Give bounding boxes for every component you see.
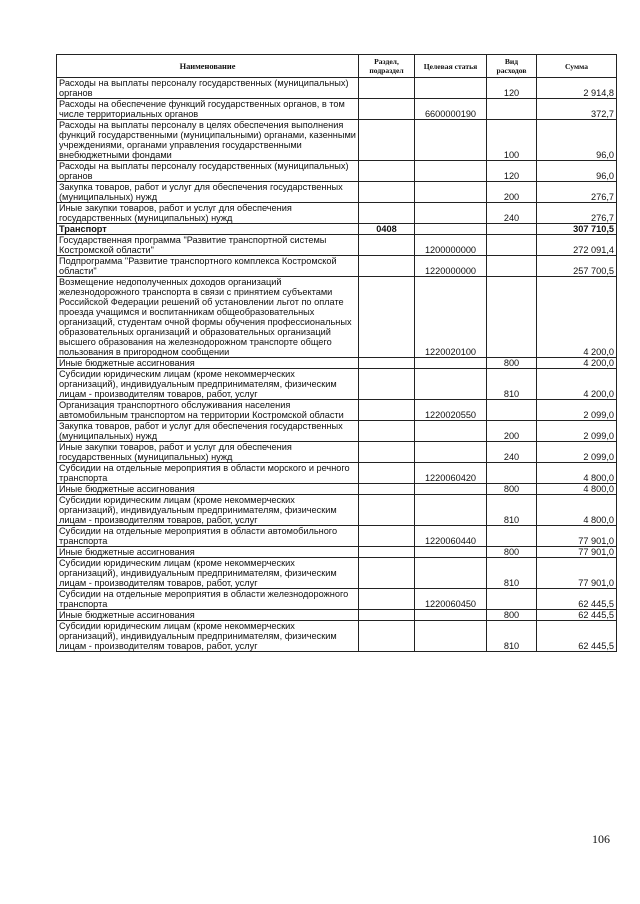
cell-sum: 4 800,0: [537, 484, 617, 495]
cell-target: [415, 120, 487, 161]
cell-name: Иные закупки товаров, работ и услуг для обеспечения государственных (муниципальных) нужд: [57, 442, 359, 463]
cell-expense: 200: [487, 182, 537, 203]
table-row: [57, 589, 617, 610]
cell-section: 0408: [359, 224, 415, 235]
cell-target: [415, 224, 487, 235]
cell-target: 1220060420: [415, 463, 487, 484]
cell-section: [359, 203, 415, 224]
cell-name: Транспорт: [57, 224, 359, 235]
cell-target: [415, 421, 487, 442]
cell-expense: [487, 463, 537, 484]
table-row: [57, 558, 617, 589]
cell-name: Иные бюджетные ассигнования: [57, 484, 359, 495]
cell-target: [415, 495, 487, 526]
page-number: 106: [592, 832, 610, 846]
cell-name: Возмещение недополученных доходов организаций железнодорожного транспорта в связи с принятием субъектами Российской Федерации решений об установлении льгот по оплате проезда учащимся и воспитанникам общеобразовательных организаций, студентам очной формы обучения профессиональных образовательных организаций и образовательных организаций высшего образования на железнодорожном транспорте общего пользования в пригородном сообщении: [57, 277, 359, 358]
table-body: [57, 78, 617, 652]
cell-name: Субсидии юридическим лицам (кроме некоммерческих организаций), индивидуальным предпринимателям, физическим лицам - производителям товаров, работ, услуг: [57, 369, 359, 400]
table-row: [57, 484, 617, 495]
cell-sum: 62 445,5: [537, 610, 617, 621]
cell-expense: [487, 224, 537, 235]
table-row: [57, 224, 617, 235]
table-row: [57, 256, 617, 277]
cell-sum: 62 445,5: [537, 621, 617, 652]
cell-name: Иные бюджетные ассигнования: [57, 547, 359, 558]
cell-target: [415, 621, 487, 652]
table-row: [57, 99, 617, 120]
cell-expense: [487, 99, 537, 120]
table-row: [57, 182, 617, 203]
cell-name: Субсидии на отдельные мероприятия в области железнодорожного транспорта: [57, 589, 359, 610]
cell-section: [359, 182, 415, 203]
cell-name: Расходы на обеспечение функций государственных органов, в том числе территориальных органов: [57, 99, 359, 120]
cell-section: [359, 558, 415, 589]
table-row: [57, 78, 617, 99]
cell-sum: 2 099,0: [537, 442, 617, 463]
cell-sum: 307 710,5: [537, 224, 617, 235]
cell-name: Закупка товаров, работ и услуг для обеспечения государственных (муниципальных) нужд: [57, 421, 359, 442]
header-expense: Вид расходов: [487, 55, 537, 78]
cell-section: [359, 161, 415, 182]
cell-target: 1220020100: [415, 277, 487, 358]
table-header-row: [57, 55, 617, 78]
cell-target: [415, 610, 487, 621]
cell-sum: 372,7: [537, 99, 617, 120]
cell-expense: 120: [487, 78, 537, 99]
cell-expense: [487, 235, 537, 256]
cell-target: [415, 558, 487, 589]
cell-name: Иные бюджетные ассигнования: [57, 358, 359, 369]
cell-sum: 272 091,4: [537, 235, 617, 256]
table-row: [57, 369, 617, 400]
cell-target: [415, 358, 487, 369]
table-row: [57, 203, 617, 224]
cell-target: [415, 182, 487, 203]
cell-section: [359, 277, 415, 358]
cell-sum: 96,0: [537, 161, 617, 182]
cell-expense: 240: [487, 442, 537, 463]
table-row: [57, 610, 617, 621]
cell-expense: 100: [487, 120, 537, 161]
cell-section: [359, 495, 415, 526]
cell-target: [415, 369, 487, 400]
cell-sum: 96,0: [537, 120, 617, 161]
cell-target: [415, 203, 487, 224]
table-row: [57, 400, 617, 421]
cell-section: [359, 589, 415, 610]
cell-expense: 810: [487, 495, 537, 526]
cell-target: [415, 442, 487, 463]
cell-section: [359, 526, 415, 547]
cell-name: Субсидии на отдельные мероприятия в области морского и речного транспорта: [57, 463, 359, 484]
table-row: [57, 463, 617, 484]
cell-name: Расходы на выплаты персоналу в целях обеспечения выполнения функций государственными (муниципальными) органами, казенными учреждениями, органами управления государственными внебюджетными фондами: [57, 120, 359, 161]
table-row: [57, 421, 617, 442]
cell-expense: 240: [487, 203, 537, 224]
cell-target: 1200000000: [415, 235, 487, 256]
cell-name: Иные закупки товаров, работ и услуг для обеспечения государственных (муниципальных) нужд: [57, 203, 359, 224]
cell-section: [359, 621, 415, 652]
cell-target: [415, 161, 487, 182]
cell-target: [415, 547, 487, 558]
cell-sum: 62 445,5: [537, 589, 617, 610]
cell-target: 1220020550: [415, 400, 487, 421]
cell-section: [359, 78, 415, 99]
cell-sum: 4 800,0: [537, 463, 617, 484]
cell-expense: 800: [487, 610, 537, 621]
cell-section: [359, 421, 415, 442]
cell-section: [359, 358, 415, 369]
cell-name: Иные бюджетные ассигнования: [57, 610, 359, 621]
table-row: [57, 442, 617, 463]
cell-section: [359, 442, 415, 463]
cell-expense: [487, 277, 537, 358]
cell-section: [359, 463, 415, 484]
cell-name: Организация транспортного обслуживания населения автомобильным транспортом на территории Костромской области: [57, 400, 359, 421]
cell-expense: 120: [487, 161, 537, 182]
cell-sum: 4 200,0: [537, 369, 617, 400]
cell-section: [359, 484, 415, 495]
cell-name: Закупка товаров, работ и услуг для обеспечения государственных (муниципальных) нужд: [57, 182, 359, 203]
cell-name: Субсидии на отдельные мероприятия в области автомобильного транспорта: [57, 526, 359, 547]
table-row: [57, 235, 617, 256]
cell-sum: 2 914,8: [537, 78, 617, 99]
table-row: [57, 526, 617, 547]
cell-target: 1220060450: [415, 589, 487, 610]
cell-target: [415, 484, 487, 495]
cell-target: [415, 78, 487, 99]
cell-target: 6600000190: [415, 99, 487, 120]
cell-sum: 276,7: [537, 203, 617, 224]
cell-sum: 2 099,0: [537, 421, 617, 442]
cell-section: [359, 120, 415, 161]
cell-expense: [487, 526, 537, 547]
header-target: Целевая статья: [415, 55, 487, 78]
cell-expense: 810: [487, 558, 537, 589]
cell-expense: 800: [487, 358, 537, 369]
cell-target: 1220060440: [415, 526, 487, 547]
cell-sum: 4 800,0: [537, 495, 617, 526]
cell-expense: [487, 256, 537, 277]
cell-expense: 200: [487, 421, 537, 442]
budget-table: [56, 54, 617, 652]
cell-section: [359, 99, 415, 120]
cell-name: Субсидии юридическим лицам (кроме некоммерческих организаций), индивидуальным предпринимателям, физическим лицам - производителям товаров, работ, услуг: [57, 621, 359, 652]
cell-expense: [487, 400, 537, 421]
table-row: [57, 495, 617, 526]
cell-name: Субсидии юридическим лицам (кроме некоммерческих организаций), индивидуальным предпринимателям, физическим лицам - производителям товаров, работ, услуг: [57, 558, 359, 589]
cell-sum: 276,7: [537, 182, 617, 203]
cell-sum: 77 901,0: [537, 547, 617, 558]
cell-section: [359, 235, 415, 256]
table-row: [57, 120, 617, 161]
cell-name: Государственная программа "Развитие транспортной системы Костромской области": [57, 235, 359, 256]
cell-expense: [487, 589, 537, 610]
header-sum: Сумма: [537, 55, 617, 78]
cell-section: [359, 369, 415, 400]
cell-sum: 4 200,0: [537, 277, 617, 358]
cell-expense: 800: [487, 547, 537, 558]
table-row: [57, 621, 617, 652]
table-row: [57, 358, 617, 369]
table-row: [57, 277, 617, 358]
cell-name: Расходы на выплаты персоналу государственных (муниципальных) органов: [57, 161, 359, 182]
cell-expense: 800: [487, 484, 537, 495]
cell-target: 1220000000: [415, 256, 487, 277]
cell-name: Подпрограмма "Развитие транспортного комплекса Костромской области": [57, 256, 359, 277]
cell-sum: 77 901,0: [537, 558, 617, 589]
cell-expense: 810: [487, 621, 537, 652]
cell-section: [359, 610, 415, 621]
cell-section: [359, 547, 415, 558]
header-name: Наименование: [57, 55, 359, 78]
cell-section: [359, 256, 415, 277]
cell-name: Субсидии юридическим лицам (кроме некоммерческих организаций), индивидуальным предпринимателям, физическим лицам - производителям товаров, работ, услуг: [57, 495, 359, 526]
table-row: [57, 547, 617, 558]
cell-name: Расходы на выплаты персоналу государственных (муниципальных) органов: [57, 78, 359, 99]
cell-sum: 2 099,0: [537, 400, 617, 421]
cell-sum: 4 200,0: [537, 358, 617, 369]
cell-sum: 77 901,0: [537, 526, 617, 547]
table-row: [57, 161, 617, 182]
header-section: Раздел, подраздел: [359, 55, 415, 78]
cell-section: [359, 400, 415, 421]
cell-expense: 810: [487, 369, 537, 400]
cell-sum: 257 700,5: [537, 256, 617, 277]
